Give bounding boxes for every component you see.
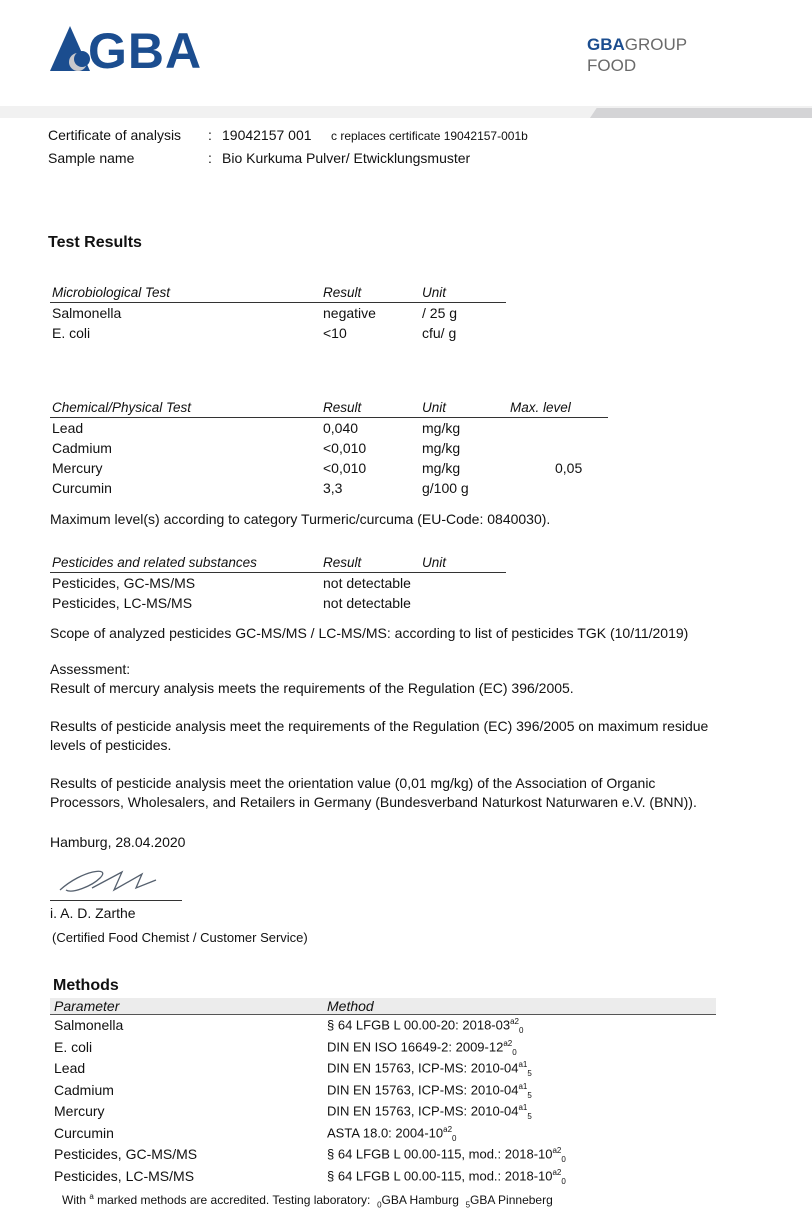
method-row-method (327, 1125, 456, 1143)
signer-name: i. A. D. Zarthe (50, 905, 136, 921)
place-date: Hamburg, 28.04.2020 (50, 834, 186, 850)
chem-row-2-cell-1: <0,010 (323, 460, 367, 476)
pest-row-1-cell-1: not detectable (323, 595, 411, 611)
method-row-param: Salmonella (54, 1017, 124, 1033)
method-text: § 64 LFGB L 00.00-20: 2018-03 (327, 1017, 511, 1033)
method-text: DIN EN ISO 16649-2: 2009-12 (327, 1038, 504, 1054)
method-text: DIN EN 15763, ICP-MS: 2010-04 (327, 1060, 519, 1076)
chem-row-3-cell-0: Curcumin (52, 480, 112, 496)
group-rest: GROUP (624, 35, 688, 54)
micro-row-1-cell-1: <10 (323, 325, 347, 341)
method-row-method (327, 1060, 532, 1078)
pest-row-1-cell-0: Pesticides, LC-MS/MS (52, 595, 193, 611)
sample-value: Bio Kurkuma Pulver/ Etwicklungsmuster (222, 150, 471, 166)
methods-header-method: Method (327, 998, 374, 1014)
method-row-param: Mercury (54, 1103, 105, 1119)
chem-row-0-cell-0: Lead (52, 420, 84, 436)
method-row-method (327, 1146, 566, 1164)
certificate-label: Certificate of analysis (48, 127, 182, 143)
chem-row-0-cell-1: 0,040 (323, 420, 359, 436)
group-bold: GBA (587, 35, 625, 54)
assessment-title: Assessment: (50, 661, 131, 677)
chem-row-2-cell-2: mg/kg (422, 460, 461, 476)
signature (52, 860, 162, 900)
chem-row-0-cell-2: mg/kg (422, 420, 461, 436)
pest-header-2: Unit (422, 555, 447, 570)
test-results-title: Test Results (48, 234, 142, 251)
micro-header-line (50, 302, 506, 303)
micro-row-0-cell-2: / 25 g (422, 305, 458, 321)
pest-row-0-cell-1: not detectable (323, 575, 411, 591)
colon: : (208, 150, 212, 166)
fn-lab0-sub: 0 (377, 1200, 382, 1210)
method-row-param: Cadmium (54, 1081, 114, 1098)
method-sup: a2 (503, 1038, 513, 1048)
method-row-method (327, 1103, 532, 1121)
method-text: ASTA 18.0: 2004-10 (327, 1124, 444, 1140)
logo-text: GBA (88, 23, 203, 79)
method-row-method (327, 1017, 523, 1035)
method-row-method (327, 1039, 517, 1057)
max-level-note: Maximum level(s) according to category Turmeric/curcuma (EU-Code: 0840030). (50, 511, 551, 527)
micro-header-1: Result (323, 285, 362, 300)
fn-sup: a (89, 1192, 94, 1201)
fn-lab5-sub: 5 (465, 1200, 471, 1210)
micro-header-2: Unit (422, 285, 447, 300)
method-sub: 0 (452, 1133, 457, 1143)
signer-role: (Certified Food Chemist / Customer Service) (52, 930, 308, 945)
micro-row-0-cell-1: negative (323, 305, 376, 321)
pesticide-scope: Scope of analyzed pesticides GC-MS/MS / LC-MS/MS: according to list of pesticides TGK (10/11/2019) (50, 625, 689, 641)
micro-header-0: Microbiological Test (52, 285, 171, 300)
assessment-p3b: Processors, Wholesalers, and Retailers in Germany (Bundesverband Naturkost Naturwaren e.V. (BNN)). (50, 794, 697, 810)
method-row-param: E. coli (54, 1038, 93, 1055)
method-sub: 5 (527, 1111, 532, 1121)
assessment-p3a: Results of pesticide analysis meet the orientation value (0,01 mg/kg) of the Association of Organic (50, 775, 656, 791)
micro-row-0-cell-0: Salmonella (52, 305, 122, 321)
colon: : (208, 127, 212, 143)
assessment-p2b: levels of pesticides. (50, 737, 172, 753)
method-sup: a2 (552, 1167, 562, 1177)
method-sup: a1 (518, 1060, 528, 1069)
fn-a: With (62, 1193, 86, 1207)
method-sub: 0 (519, 1025, 524, 1035)
group-food: FOOD (587, 56, 637, 75)
methods-header-bar (50, 998, 716, 1015)
micro-row-1-cell-0: E. coli (52, 325, 91, 341)
method-sup: a2 (510, 1017, 519, 1026)
header-band-accent (590, 108, 812, 118)
sample-label: Sample name (48, 150, 135, 166)
assessment-p2a: Results of pesticide analysis meet the requirements of the Regulation (EC) 396/2005 on maximum residue (50, 718, 709, 734)
chem-header-line (50, 417, 608, 418)
accreditation-footnote (62, 1192, 553, 1209)
method-sup: a1 (518, 1103, 528, 1112)
chem-row-1-cell-2: mg/kg (422, 440, 461, 456)
micro-row-1-cell-2: cfu/ g (422, 325, 457, 341)
method-sub: 5 (527, 1068, 532, 1078)
pest-row-0-cell-0: Pesticides, GC-MS/MS (52, 575, 196, 591)
chem-header-2: Unit (422, 400, 447, 415)
pest-header-line (50, 572, 506, 573)
pest-header-1: Result (323, 555, 362, 570)
assessment-p1: Result of mercury analysis meets the requirements of the Regulation (EC) 396/2005. (50, 680, 574, 696)
fn-lab5: GBA Pinneberg (470, 1193, 553, 1207)
chem-row-3-cell-1: 3,3 (323, 480, 343, 496)
group-name (587, 35, 687, 55)
method-text: § 64 LFGB L 00.00-115, mod.: 2018-10 (327, 1146, 553, 1162)
method-text: DIN EN 15763, ICP-MS: 2010-04 (327, 1081, 519, 1097)
chem-row-2-cell-0: Mercury (52, 460, 103, 476)
method-row-param: Pesticides, LC-MS/MS (54, 1167, 195, 1184)
method-sup: a1 (518, 1081, 528, 1091)
method-sup: a2 (443, 1124, 453, 1134)
signature-line (50, 900, 182, 901)
method-sub: 0 (561, 1154, 566, 1164)
method-sub: 0 (561, 1176, 566, 1186)
method-text: DIN EN 15763, ICP-MS: 2010-04 (327, 1103, 519, 1119)
method-sub: 5 (527, 1090, 532, 1100)
methods-header-parameter: Parameter (54, 998, 120, 1014)
method-sub: 0 (512, 1047, 517, 1057)
chem-row-1-cell-0: Cadmium (52, 440, 112, 456)
method-row-method (327, 1168, 566, 1186)
pest-header-0: Pesticides and related substances (52, 555, 257, 570)
methods-title: Methods (53, 977, 119, 994)
fn-lab0: GBA Hamburg (381, 1193, 459, 1207)
chem-row-1-cell-1: <0,010 (323, 440, 367, 456)
method-row-param: Pesticides, GC-MS/MS (54, 1146, 198, 1162)
chem-header-1: Result (323, 400, 362, 415)
method-sup: a2 (552, 1146, 562, 1155)
method-row-method (327, 1082, 532, 1100)
certificate-replaces: c replaces certificate 19042157-001b (331, 129, 528, 143)
chem-header-0: Chemical/Physical Test (52, 400, 192, 415)
chem-row-2-cell-3: 0,05 (555, 460, 583, 476)
certificate-number: 19042157 001 (222, 127, 312, 143)
fn-b: marked methods are accredited. Testing laboratory: (97, 1193, 371, 1207)
method-row-param: Lead (54, 1060, 86, 1076)
chem-row-3-cell-2: g/100 g (422, 480, 469, 496)
chem-header-3: Max. level (510, 400, 571, 415)
method-text: § 64 LFGB L 00.00-115, mod.: 2018-10 (327, 1167, 553, 1183)
method-row-param: Curcumin (54, 1124, 114, 1141)
